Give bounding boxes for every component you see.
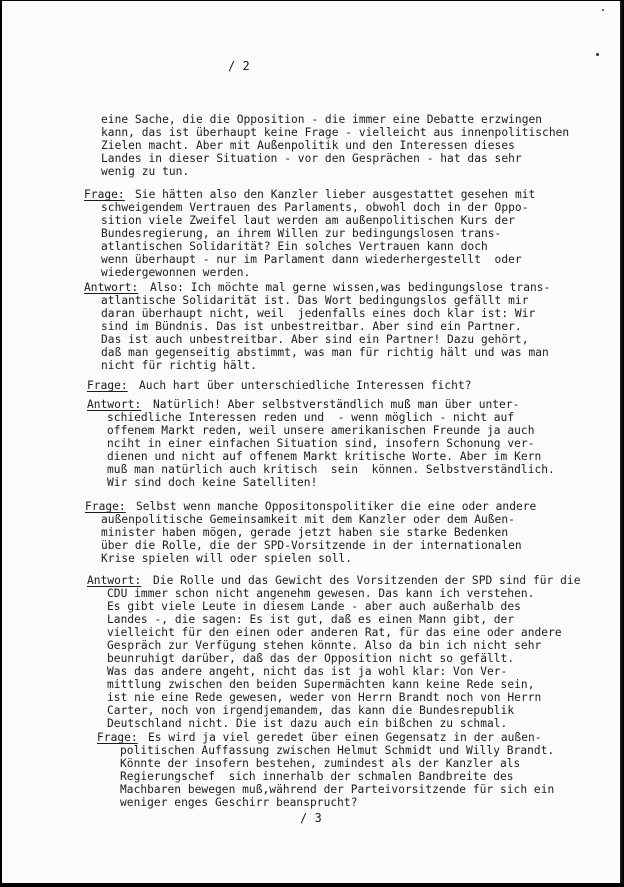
question-line: Regierungschef sich innerhalb der schmalen Bandbreite des xyxy=(120,770,514,783)
answer-line: Das ist auch unbestreitbar. Aber sind ein Partner! Dazu gehört, xyxy=(101,333,529,346)
paragraph-line: eine Sache, die die Opposition - die immer eine Debatte erzwingen xyxy=(101,113,543,126)
answer-line: vielleicht für den einen oder anderen Rat, für das eine oder andere xyxy=(107,626,562,639)
answer-line: schiedliche Interessen reden und - wenn möglich - nicht auf xyxy=(107,411,515,424)
question-line: Selbst wenn manche Oppositonspolitiker die eine oder andere xyxy=(136,500,537,513)
question-label: Frage: xyxy=(87,379,128,392)
question-label: Frage: xyxy=(85,500,126,513)
scan-speck xyxy=(602,9,604,11)
question-line: minister haben mögen, gerade jetzt haben sie starke Bedenken xyxy=(101,526,509,539)
answer-line: Was das andere angeht, nicht das ist ja wohl klar: Von Ver- xyxy=(107,665,508,678)
answer-line: Landes -, die sagen: Es ist gut, daß es einen Mann gibt, der xyxy=(107,613,515,626)
answer-line: sind im Bündnis. Das ist unbestreitbar. Aber sind ein Partner. xyxy=(101,320,522,333)
answer-line: muß man natürlich auch kritisch sein können. Selbstverständlich. xyxy=(107,463,555,476)
scan-speck xyxy=(596,53,599,56)
answer-line: ist nie eine Rede gewesen, weder von Herrn Brandt noch von Herrn xyxy=(107,691,542,704)
answer-line: Es gibt viele Leute in diesem Lande - aber auch außerhalb des xyxy=(107,600,521,613)
question-label: Frage: xyxy=(84,188,125,201)
paragraph-line: kann, das ist überhaupt keine Frage - vielleicht aus innenpolitischen xyxy=(101,126,570,139)
question-line: Könnte der insofern bestehen, zumindest als der Kanzler als xyxy=(120,757,521,770)
answer-label: Antwort: xyxy=(87,574,142,587)
answer-line: Wir sind doch keine Satelliten! xyxy=(107,476,318,489)
paragraph-line: wenig zu tun. xyxy=(101,165,190,178)
answer-line: nicht für richtig hält. xyxy=(101,359,258,372)
question-line: Es wird ja viel geredet über einen Gegensatz in der außen- xyxy=(148,731,542,744)
question-line: sition viele Zweifel laut werden am außenpolitischen Kurs der xyxy=(101,214,515,227)
answer-line: dienen und nicht auf offenem Markt kritische Worte. Aber im Kern xyxy=(107,450,542,463)
question-line: atlantischen Solidarität? Ein solches Vertrauen kann doch xyxy=(101,240,488,253)
answer-line: Deutschland nicht. Die ist dazu auch ein bißchen zu schmal. xyxy=(107,717,508,730)
question-line: politischen Auffassung zwischen Helmut Schmidt und Willy Brandt. xyxy=(120,744,555,757)
answer-line: mittlung zwischen den beiden Supermächten kann keine Rede sein, xyxy=(107,678,535,691)
question-line: weniger enges Geschirr beansprucht? xyxy=(120,796,358,809)
paragraph-line: Landes in dieser Situation - vor den Gesprächen - hat das sehr xyxy=(101,152,522,165)
question-label: Frage: xyxy=(97,731,138,744)
answer-line: daß man gegenseitig abstimmt, was man für richtig hält und was man xyxy=(101,346,549,359)
answer-line: nciht in einer einfachen Situation sind, insofern Schonung ver- xyxy=(107,437,535,450)
answer-line: Die Rolle und das Gewicht des Vorsitzenden der SPD sind für die xyxy=(153,574,581,587)
answer-line: Natürlich! Aber selbstverständlich muß man über unter- xyxy=(153,398,520,411)
question-line: wenn überhaupt - nur im Parlament dann wiederhergestellt oder xyxy=(101,253,522,266)
answer-line: daran überhaupt nicht, weil jedenfalls eines doch klar ist: Wir xyxy=(101,307,536,320)
page-number-top: / 2 xyxy=(228,59,250,73)
question-line: außenpolitische Gemeinsamkeit mit dem Kanzler oder dem Außen- xyxy=(101,513,515,526)
question-line: über die Rolle, die der SPD-Vorsitzende in der internationalen xyxy=(101,539,522,552)
answer-line: beunruhigt darüber, daß das der Opposition nicht so gefällt. xyxy=(107,652,515,665)
answer-line: atlantische Solidarität ist. Das Wort bedingungslos gefällt mir xyxy=(101,294,529,307)
answer-line: Carter, noch von irgendjemandem, das kann die Bundesrepublik xyxy=(107,704,515,717)
question-line: wiedergewonnen werden. xyxy=(101,266,251,279)
question-line: Bundesregierung, an ihrem Willen zur bedingungslosen trans- xyxy=(101,227,502,240)
question-line: Krise spielen will oder spielen soll. xyxy=(101,552,353,565)
question-line: Machbaren bewegen muß,während der Parteivorsitzende für sich ein xyxy=(120,783,555,796)
question-line: Sie hätten also den Kanzler lieber ausgestattet gesehen mit xyxy=(135,188,536,201)
answer-line: Also: Ich möchte mal gerne wissen,was bedingungslose trans- xyxy=(150,281,551,294)
answer-line: Gespräch zur Verfügung stehen könnte. Also da bin ich nicht sehr xyxy=(107,639,542,652)
question-line: Auch hart über unterschiedliche Interessen ficht? xyxy=(139,379,472,392)
question-line: schweigendem Vertrauen des Parlaments, obwohl doch in der Oppo- xyxy=(101,201,529,214)
answer-line: offenem Markt reden, weil unsere amerikanischen Freunde ja auch xyxy=(107,424,535,437)
answer-label: Antwort: xyxy=(84,281,139,294)
paragraph-line: Zielen macht. Aber mit Außenpolitik und den Interessen dieses xyxy=(101,139,515,152)
answer-line: CDU immer schon nicht angenehm gewesen. Das kann ich verstehen. xyxy=(107,587,535,600)
document-page xyxy=(2,1,622,883)
page-number-bottom: / 3 xyxy=(300,811,322,825)
answer-label: Antwort: xyxy=(87,398,142,411)
